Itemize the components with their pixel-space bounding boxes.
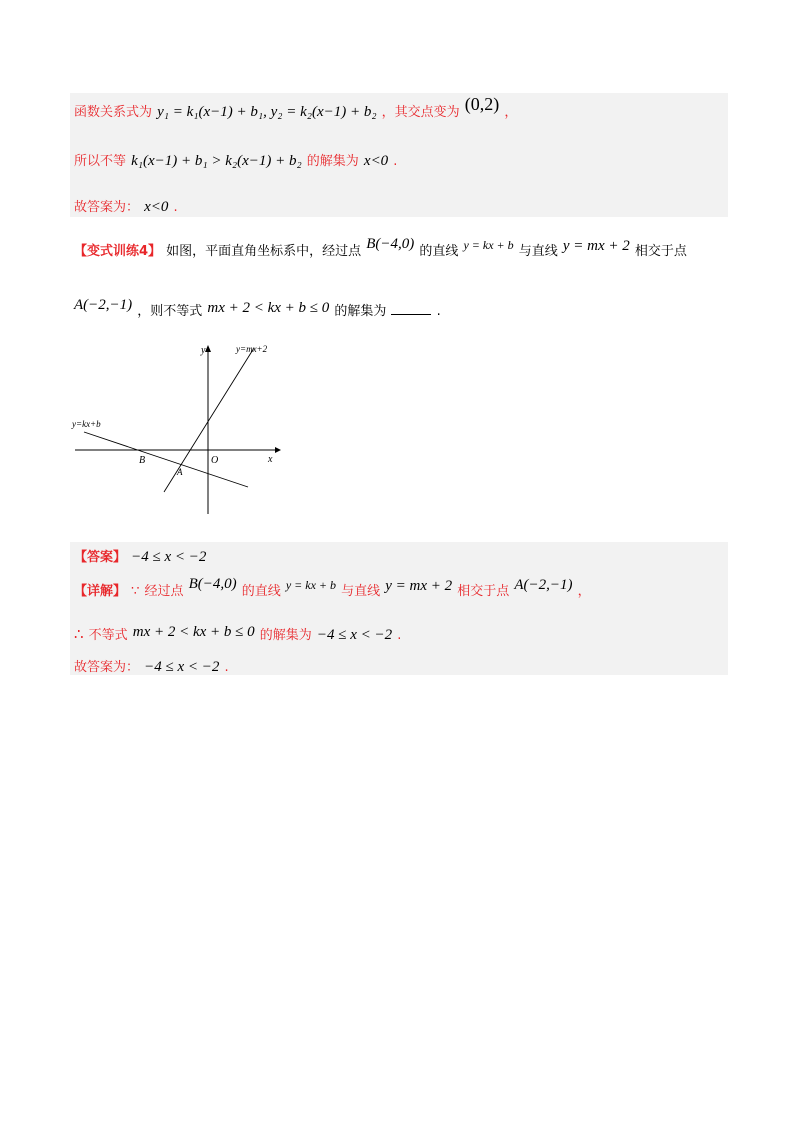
- text: .: [393, 154, 398, 169]
- text: ，: [504, 105, 518, 120]
- detail-line-1: [74, 576, 591, 600]
- text: 与直线: [518, 244, 558, 259]
- text: 相交于点: [457, 584, 510, 599]
- formula: y₁ = k₁(x−1) + b₁, y₂ = k₂(x−1) + b₂: [157, 104, 377, 120]
- exercise-line-1: [74, 236, 687, 260]
- answer-blank: [391, 302, 431, 315]
- answer-value: −4 ≤ x < −2: [131, 549, 207, 565]
- y-axis-arrow: [205, 345, 211, 352]
- solution-line-2: [74, 150, 397, 170]
- formula: k₁(x−1) + b₁ > k₂(x−1) + b₂: [131, 153, 302, 169]
- text: 与直线: [341, 584, 381, 599]
- label-b: B: [139, 455, 146, 466]
- text: 的直线: [241, 584, 281, 599]
- text: 故答案为：: [74, 660, 140, 675]
- result: x<0: [144, 199, 169, 215]
- answer-label: 【答案】: [74, 550, 127, 565]
- label-line-m: y=mx+2: [236, 344, 268, 354]
- label-a: A: [177, 467, 183, 477]
- point-a: A(−2,−1): [514, 577, 573, 593]
- text: 的解集为: [334, 304, 387, 319]
- text: ，其交点变为: [381, 105, 460, 120]
- label-line-k: y=kx+b: [72, 419, 101, 429]
- text: .: [436, 304, 441, 319]
- coordinate-figure: [70, 338, 285, 520]
- text: 相交于点: [634, 244, 687, 259]
- x-axis-arrow: [275, 447, 281, 453]
- text: 的解集为: [306, 154, 359, 169]
- line-m: y = mx + 2: [385, 578, 453, 594]
- text: 经过点: [144, 584, 184, 599]
- line-m: y = mx + 2: [562, 238, 630, 254]
- line-k: y = kx + b: [463, 238, 514, 252]
- text: 如图，平面直角坐标系中，经过点: [166, 244, 362, 259]
- solution-line-1: [74, 94, 518, 121]
- point-b: B(−4,0): [188, 576, 237, 592]
- inequality: mx + 2 < kx + b ≤ 0: [132, 624, 255, 640]
- point: (0,2): [464, 94, 500, 114]
- inequality: mx + 2 < kx + b ≤ 0: [207, 300, 330, 316]
- therefore-symbol: ∴: [74, 627, 84, 643]
- detail-line-3: [74, 656, 229, 676]
- text: 所以不等: [74, 154, 127, 169]
- label-y: y: [201, 345, 206, 356]
- exercise-label: 【变式训练4】: [74, 244, 162, 259]
- final-value: −4 ≤ x < −2: [144, 659, 220, 675]
- label-x: x: [268, 454, 273, 465]
- result: x<0: [363, 153, 389, 169]
- solution-line-3: [74, 196, 178, 216]
- detail-label: 【详解】: [74, 584, 127, 599]
- text: ，则不等式: [137, 304, 203, 319]
- text: ，: [577, 584, 591, 599]
- because-symbol: ∵: [131, 584, 140, 599]
- text: .: [173, 200, 178, 215]
- text: 的解集为: [259, 628, 312, 643]
- text: .: [397, 628, 402, 643]
- text: 函数关系式为: [74, 105, 153, 120]
- line-y-kx-plus-b: [84, 432, 248, 487]
- answer-line: [74, 546, 206, 566]
- text: .: [224, 660, 229, 675]
- result: −4 ≤ x < −2: [316, 627, 393, 643]
- point-b: B(−4,0): [366, 236, 415, 252]
- text: 故答案为：: [74, 200, 140, 215]
- exercise-line-2: [74, 297, 441, 320]
- point-a: A(−2,−1): [74, 297, 133, 313]
- label-o: O: [211, 455, 219, 466]
- text: 的直线: [419, 244, 459, 259]
- line-k: y = kx + b: [285, 578, 337, 592]
- detail-line-2: [74, 624, 401, 644]
- text: 不等式: [88, 628, 128, 643]
